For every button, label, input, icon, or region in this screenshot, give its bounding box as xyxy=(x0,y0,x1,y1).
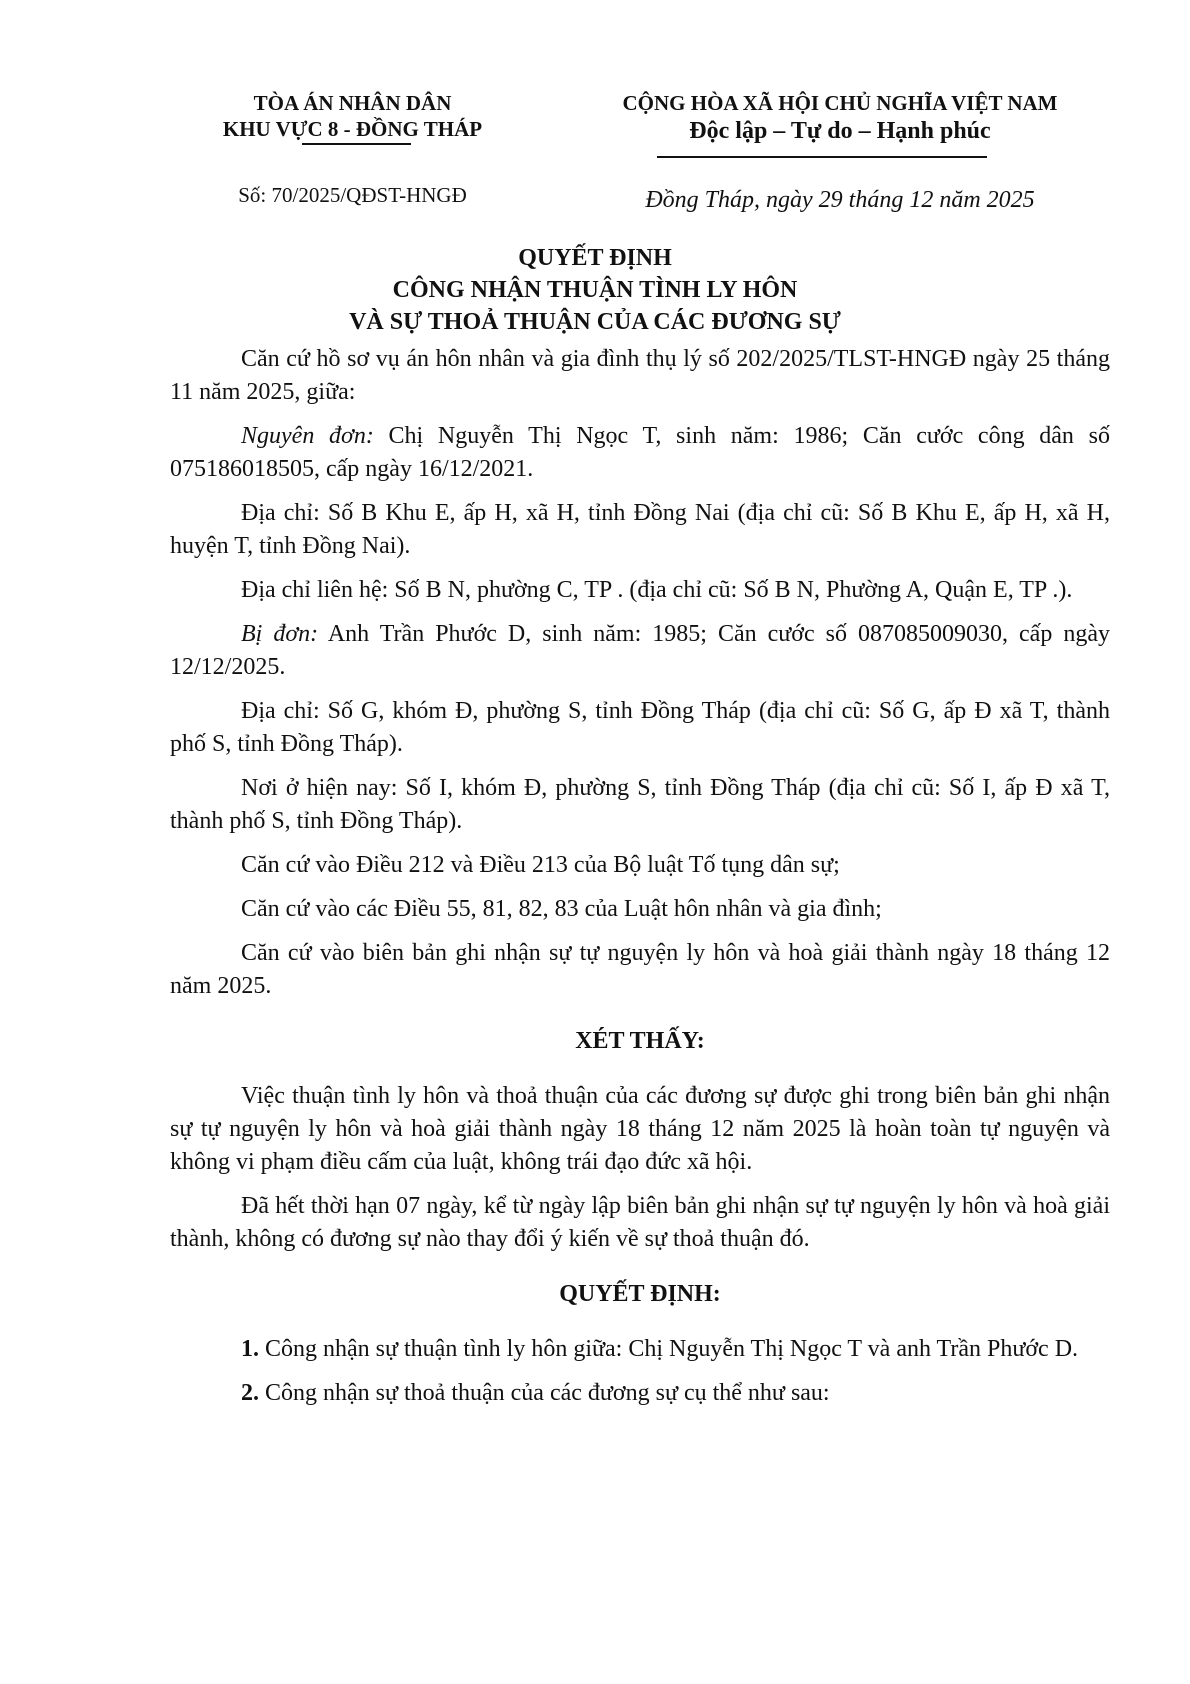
title-line3: VÀ SỰ THOẢ THUẬN CỦA CÁC ĐƯƠNG SỰ xyxy=(349,309,841,335)
defendant-label: Bị đơn: xyxy=(241,621,319,647)
defendant-residence: Nơi ở hiện nay: Số I, khóm Đ, phường S, tỉnh Đồng Tháp (địa chỉ cũ: Số I, ấp Đ xã T, thành phố S, tỉnh Đồng Tháp). xyxy=(170,775,1110,834)
legal-basis-1: Căn cứ vào Điều 212 và Điều 213 của Bộ luật Tố tụng dân sự; xyxy=(241,852,840,878)
findings-heading: XÉT THẤY: xyxy=(575,1028,705,1054)
plaintiff-label: Nguyên đơn: xyxy=(241,423,374,449)
decision-item-1-number: 1. xyxy=(241,1336,259,1362)
legal-basis-2: Căn cứ vào các Điều 55, 81, 82, 83 của Luật hôn nhân và gia đình; xyxy=(241,896,882,922)
defendant-paragraph xyxy=(170,618,1110,684)
defendant-text: Anh Trần Phước D, sinh năm: 1985; Căn cước số 087085009030, cấp ngày 12/12/2025. xyxy=(170,621,1110,680)
plaintiff-address: Địa chỉ: Số B Khu E, ấp H, xã H, tỉnh Đồng Nai (địa chỉ cũ: Số B Khu E, ấp H, xã H, huyện T, tỉnh Đồng Nai). xyxy=(170,500,1110,559)
title-line2: CÔNG NHẬN THUẬN TÌNH LY HÔN xyxy=(392,277,798,303)
plaintiff-paragraph xyxy=(170,420,1110,486)
court-name-line1: TÒA ÁN NHÂN DÂN xyxy=(253,91,452,115)
decision-item-1 xyxy=(170,1333,1110,1366)
decision-heading: QUYẾT ĐỊNH: xyxy=(559,1281,721,1307)
decision-item-2 xyxy=(170,1377,1110,1410)
case-number: Số: 70/2025/QĐST-HNGĐ xyxy=(238,183,467,207)
case-basis-paragraph: Căn cứ hồ sơ vụ án hôn nhân và gia đình thụ lý số 202/2025/TLST-HNGĐ ngày 25 tháng 11 năm 2025, giữa: xyxy=(170,346,1110,405)
plaintiff-contact-address: Địa chỉ liên hệ: Số B N, phường C, TP . (địa chỉ cũ: Số B N, Phường A, Quận E, TP .). xyxy=(241,577,1073,603)
legal-basis-3: Căn cứ vào biên bản ghi nhận sự tự nguyện ly hôn và hoà giải thành ngày 18 tháng 12 năm 2025. xyxy=(170,940,1110,999)
country-name: CỘNG HÒA XÃ HỘI CHỦ NGHĨA VIỆT NAM xyxy=(622,91,1058,115)
court-name-line2: KHU VỰC 8 - ĐỒNG THÁP xyxy=(222,117,483,141)
findings-paragraph-1: Việc thuận tình ly hôn và thoả thuận của các đương sự được ghi trong biên bản ghi nhận sự tự nguyện ly hôn và hoà giải thành ngày 18 tháng 12 năm 2025 là hoàn toàn tự nguyện và không vi phạm điều cấm của luật, không trái đạo đức xã hội. xyxy=(170,1083,1110,1175)
national-motto: Độc lập – Tự do – Hạnh phúc xyxy=(689,118,991,144)
document-body xyxy=(170,343,1110,1421)
court-name xyxy=(170,90,535,142)
national-header xyxy=(560,90,1120,146)
findings-paragraph-2: Đã hết thời hạn 07 ngày, kể từ ngày lập biên bản ghi nhận sự tự nguyện ly hôn và hoà giải thành, không có đương sự nào thay đổi ý kiến về sự thoả thuận đó. xyxy=(170,1193,1110,1252)
document-title xyxy=(0,242,1190,338)
plaintiff-text: Chị Nguyễn Thị Ngọc T, sinh năm: 1986; Căn cước công dân số 075186018505, cấp ngày 16/12/2021. xyxy=(170,423,1110,482)
court-underline xyxy=(302,143,411,145)
place-date: Đồng Tháp, ngày 29 tháng 12 năm 2025 xyxy=(645,187,1035,213)
title-line1: QUYẾT ĐỊNH xyxy=(518,245,672,271)
decision-item-2-text: Công nhận sự thoả thuận của các đương sự cụ thể như sau: xyxy=(259,1380,830,1406)
decision-item-2-number: 2. xyxy=(241,1380,259,1406)
decision-item-1-text: Công nhận sự thuận tình ly hôn giữa: Chị Nguyễn Thị Ngọc T và anh Trần Phước D. xyxy=(259,1336,1079,1362)
defendant-address: Địa chỉ: Số G, khóm Đ, phường S, tỉnh Đồng Tháp (địa chỉ cũ: Số G, ấp Đ xã T, thành phố S, tỉnh Đồng Tháp). xyxy=(170,698,1110,757)
motto-underline xyxy=(657,156,987,158)
